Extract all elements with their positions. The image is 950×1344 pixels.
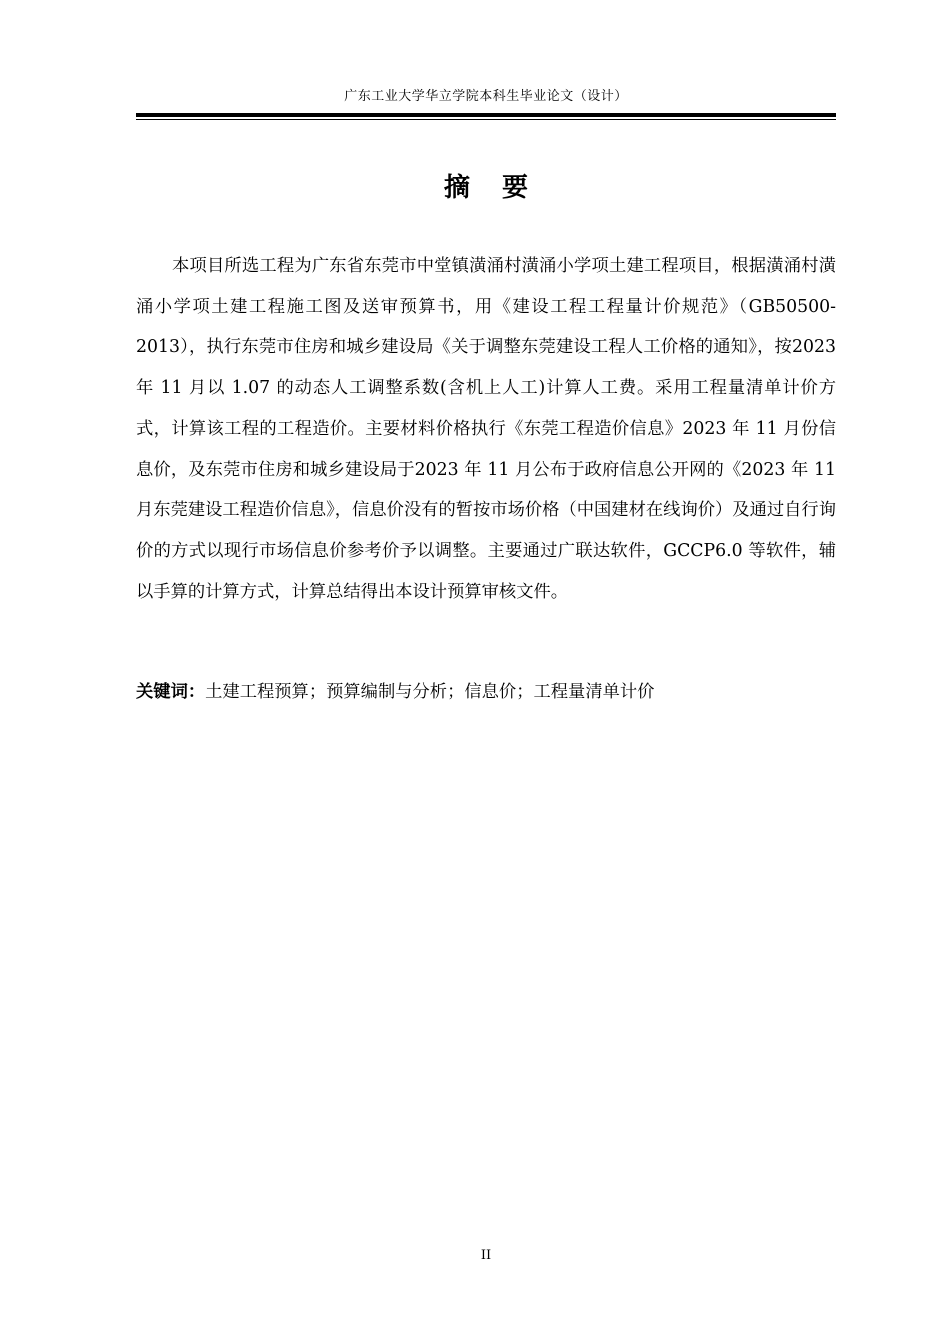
page-number: II [480, 1248, 492, 1263]
header-rule-thick [136, 113, 836, 117]
keywords-line [136, 677, 836, 707]
abstract-title: 摘要 [443, 173, 560, 203]
abstract-body: 本项目所选工程为广东省东莞市中堂镇潢涌村潢涌小学项土建工程项目，根据潢涌村潢涌小学项土建工程施工图及送审预算书，用《建设工程工程量计价规范》（GB50500-2013），执行东莞市住房和城乡建设局《关于调整东莞建设工程人工价格的通知》，按2023 年 11 月以 1.07 的动态人工调整系数(含机上人工)计算人工费。采用工程量清单计价方式，计算该工程的工程造价。主要材料价格执行《东莞工程造价信息》2023 年 11 月份信息价，及东莞市住房和城乡建设局于2023 年 11 月公布于政府信息公开网的《2023 年 11 月东莞建设工程造价信息》，信息价没有的暂按市场价格（中国建材在线询价）及通过自行询价的方式以现行市场信息价参考价予以调整。主要通过广联达软件，GCCP6.0 等软件，辅以手算的计算方式，计算总结得出本设计预算审核文件。 [136, 256, 836, 602]
page-header: 广东工业大学华立学院本科生毕业论文（设计） [344, 89, 628, 104]
keywords-value: 土建工程预算；预算编制与分析；信息价；工程量清单计价 [205, 682, 655, 702]
header-rule-thin [136, 119, 836, 120]
keywords-label: 关键词： [136, 682, 206, 702]
